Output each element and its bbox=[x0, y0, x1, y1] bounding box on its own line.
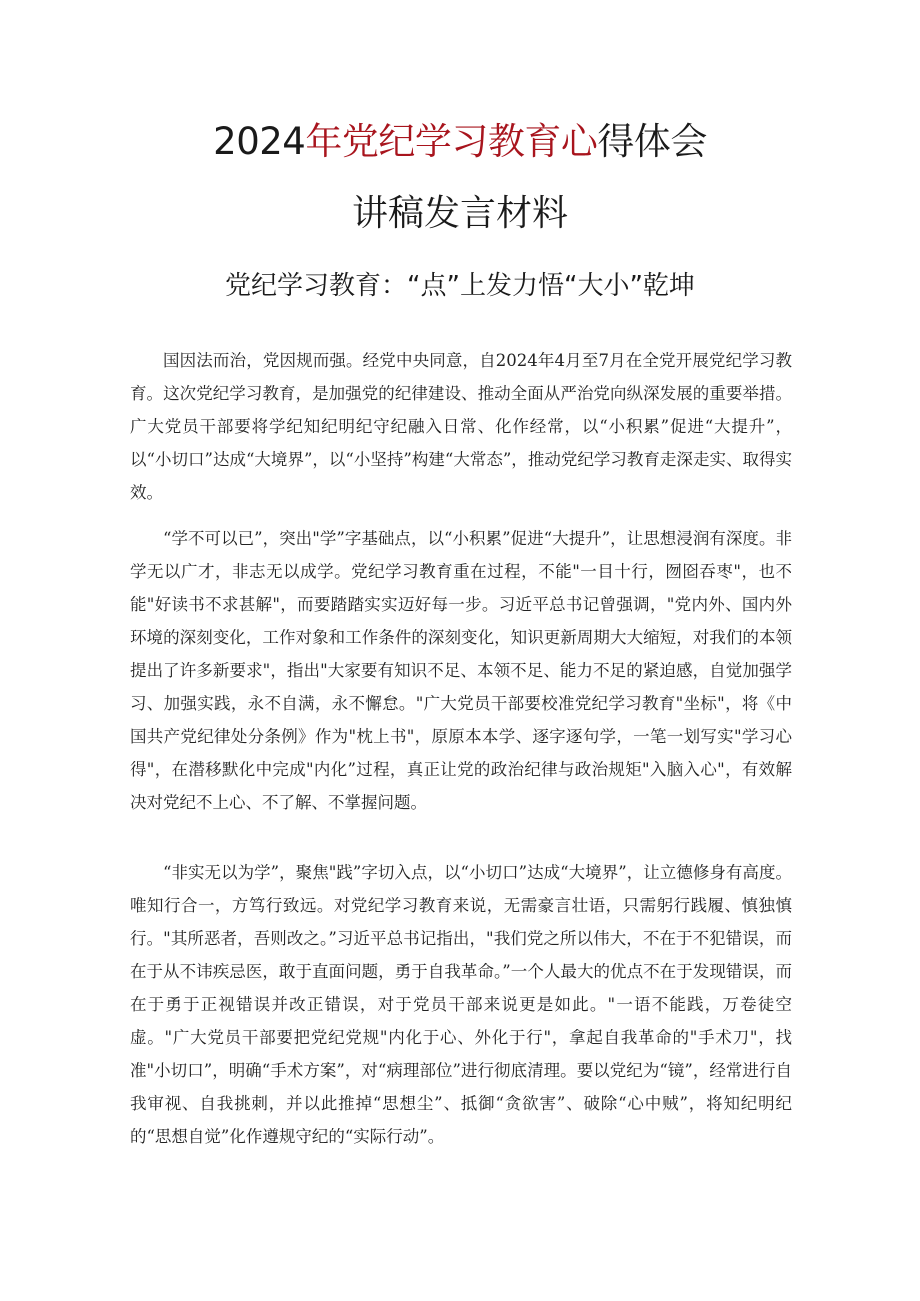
document-title bbox=[0, 118, 920, 166]
body-paragraph-1: 国因法而治，党因规而强。经党中央同意，自2024年4月至7月在全党开展党纪学习教育。这次党纪学习教育，是加强党的纪律建设、推动全面从严治党向纵深发展的重要举措。广大党员干部要将学纪知纪明纪守纪融入日常、化作经常，以“小积累”促进“大提升”，以“小切口”达成“大境界”，以“小坚持”构建“大常态”，推动党纪学习教育走深走实、取得实效。 bbox=[130, 351, 792, 502]
body-paragraph-3: “非实无以为学”，聚焦"践”字切入点，以“小切口”达成“大境界”，让立德修身有高度。唯知行合一，方笃行致远。对党纪学习教育来说，无需豪言壮语，只需躬行践履、慎独慎行。"其所恶者，吾则改之。”习近平总书记指出，"我们党之所以伟大，不在于不犯错误，而在于从不讳疾忌医，敢于直面问题，勇于自我革命。”一个人最大的优点不在于发现错误，而在于勇于正视错误并改正错误，对于党员干部来说更是如此。"一语不能践，万卷徒空虚。"广大党员干部要把党纪党规"内化于心、外化于行"，拿起自我革命的"手术刀"，找准"小切口”，明确“手术方案”，对“病理部位”进行彻底清理。要以党纪为“镜”，经常进行自我审视、自我挑刺，并以此推掉“思想尘”、抵御“贪欲害”、破除“心中贼”，将知纪明纪的“思想自觉”化作遵规守纪的“实际行动”。 bbox=[130, 863, 792, 1146]
document-subtitle: 党纪学习教育：“点”上发力悟“大小”乾坤 bbox=[225, 271, 695, 301]
title-red-segment: 年党纪学习教育心 bbox=[305, 120, 598, 163]
title-year: 2024 bbox=[213, 120, 306, 163]
body-paragraph-2: “学不可以已”，突出"学”字基础点，以“小积累”促进“大提升”，让思想浸润有深度。非学无以广才，非志无以成学。党纪学习教育重在过程，不能"一目十行，囫囵吞枣"，也不能"好读书不求甚解"，而要踏踏实实迈好每一步。习近平总书记曾强调，"党内外、国内外环境的深刻变化，工作对象和工作条件的深刻变化，知识更新周期大大缩短，对我们的本领提出了许多新要求"，指出"大家要有知识不足、本领不足、能力不足的紧迫感，自觉加强学习、加强实践，永不自满，永不懈怠。"广大党员干部要校准党纪学习教育"坐标"，将《中国共产党纪律处分条例》作为"枕上书"，原原本本学、逐字逐句学，一笔一划写实"学习心得"，在潜移默化中完成"内化”过程，真正让党的政治纪律与政治规矩"入脑入心"，有效解决对党纪不上心、不了解、不掌握问题。 bbox=[130, 529, 792, 812]
document-title-line2: 讲稿发言材料 bbox=[351, 193, 568, 234]
title-end-segment: 得体会 bbox=[597, 120, 707, 163]
